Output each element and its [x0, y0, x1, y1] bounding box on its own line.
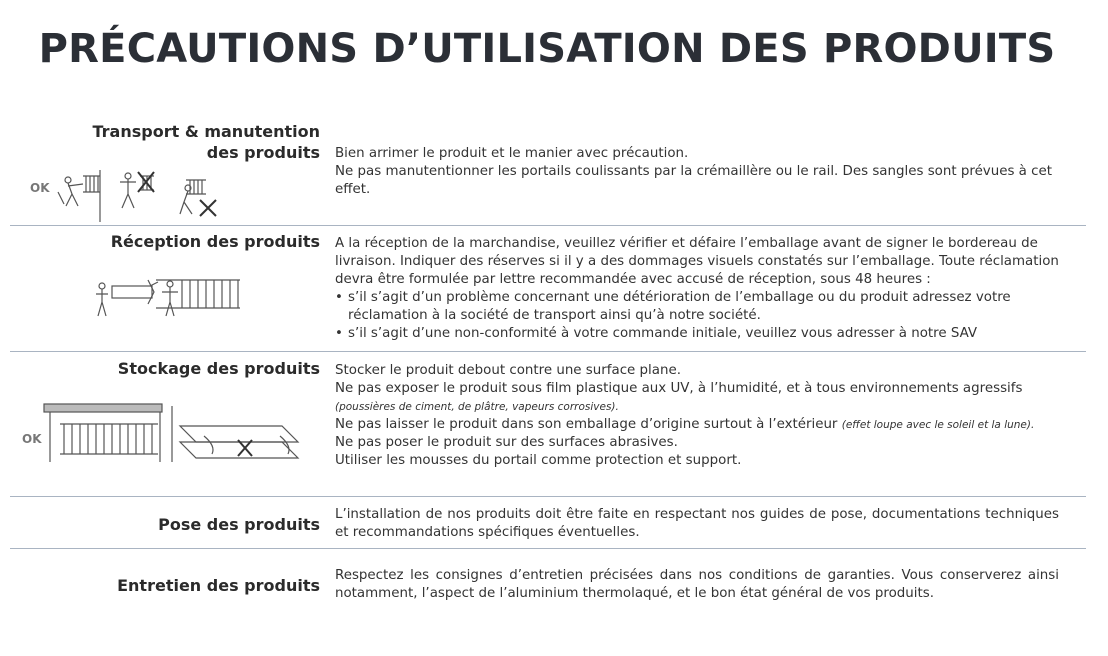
transport-label-line2: des produits [206, 143, 320, 162]
entretien-label: Entretien des produits [117, 576, 320, 595]
transport-line-2: Ne pas manutentionner les portails coulissants par la crémaillère ou le rail. Des sangles sont prévues à cet effet. [335, 164, 1052, 197]
reception-bullet-1: • s’il s’agit d’un problème concernant une détérioration de l’emballage ou du produit adressez votre réclamation à la société de transport ainsi qu’à notre société. [335, 289, 1059, 325]
reception-bullet-2: • s’il s’agit d’une non-conformité à votre commande initiale, veuillez vous adresser à notre SAV [335, 325, 1059, 343]
transport-text [335, 145, 1059, 199]
entretien-text [335, 567, 1059, 603]
reception-text [335, 235, 1059, 343]
stockage-ok-text: OK [22, 432, 42, 446]
transport-ok-text: OK [30, 181, 50, 195]
transport-illustration [28, 170, 228, 222]
stockage-line-3-main: Ne pas laisser le produit dans son emballage d’origine surtout à l’extérieur [335, 417, 838, 432]
reception-bullets [335, 289, 1059, 343]
pose-text [335, 506, 1059, 542]
stockage-line-2-main: Ne pas exposer le produit sous film plastique aux UV, à l’humidité, et à tous environnements agressifs [335, 381, 1023, 396]
pose-label: Pose des produits [158, 515, 320, 534]
transport-line-1: Bien arrimer le produit et le manier avec précaution. [335, 146, 689, 161]
transport-label-line1: Transport & manutention [92, 122, 320, 141]
stockage-line-3-note: (effet loupe avec le soleil et la lune). [841, 419, 1035, 431]
stockage-line-1: Stocker le produit debout contre une surface plane. [335, 363, 681, 378]
stockage-text [335, 362, 1059, 470]
entretien-paragraph: Respectez les consignes d’entretien précisées dans nos conditions de garanties. Vous conserverez ainsi notamment, l’aspect de l’aluminium thermolaqué, et le bon état général de vos produits. [335, 568, 1059, 601]
stockage-label: Stockage des produits [117, 359, 320, 378]
divider-2 [10, 351, 1086, 352]
reception-label: Réception des produits [110, 232, 320, 251]
stockage-line-2-note: (poussières de ciment, de plâtre, vapeurs corrosives). [335, 401, 619, 413]
transport-label [93, 121, 321, 163]
reception-illustration [92, 272, 242, 322]
reception-intro: A la réception de la marchandise, veuillez vérifier et défaire l’emballage avant de signer le bordereau de livraison. Indiquer des réserves si il y a des dommages visuels constatés sur l’emballage. Toute réclamation devra être formulée par lettre recommandée avec accusé de réception, sous 48 heures : [335, 236, 1059, 287]
divider-3 [10, 496, 1086, 497]
pose-paragraph: L’installation de nos produits doit être faite en respectant nos guides de pose, documentations techniques et recommandations spécifiques éventuelles. [335, 507, 1059, 540]
stockage-line-2 [335, 380, 1059, 416]
stockage-line-3 [335, 416, 1059, 434]
page-title: PRÉCAUTIONS D’UTILISATION DES PRODUITS [38, 26, 1056, 72]
stockage-line-5: Utiliser les mousses du portail comme protection et support. [335, 453, 742, 468]
stockage-line-4: Ne pas poser le produit sur des surfaces abrasives. [335, 435, 678, 450]
divider-4 [10, 548, 1086, 549]
divider-1 [10, 225, 1086, 226]
stockage-illustration [20, 400, 302, 466]
